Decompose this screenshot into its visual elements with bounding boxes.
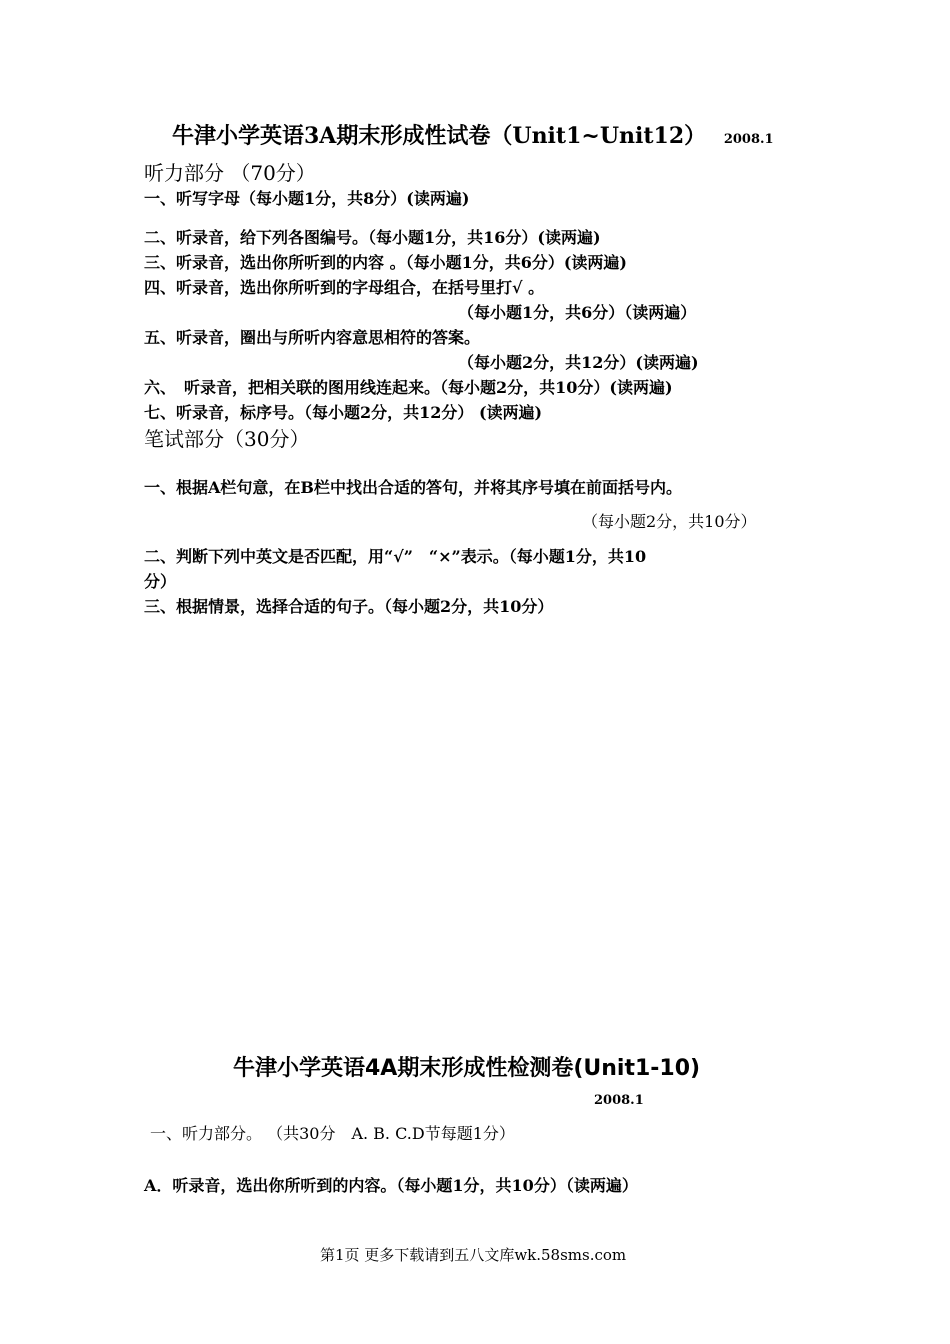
listening-item-score: （每小题1分，共6分）（读两遍） (458, 303, 697, 322)
listening-heading: 听力部分 （70分） (144, 161, 316, 185)
listening-item: 二、听录音，给下列各图编号。（每小题1分，共16分）(读两遍) (144, 228, 601, 247)
doc1-title (172, 123, 774, 149)
listening-item: 四、听录音，选出你所听到的字母组合，在括号里打√ 。 (144, 278, 545, 297)
doc1-title-text: 牛津小学英语3A期末形成性试卷（Unit1~Unit12） (172, 123, 707, 149)
written-item: 三、根据情景，选择合适的句子。（每小题2分，共10分） (144, 597, 554, 616)
page-footer: 第1页 更多下载请到五八文库wk.58sms.com (320, 1246, 627, 1264)
listening-item: 七、听录音，标序号。（每小题2分，共12分） (读两遍) (144, 403, 543, 422)
written-heading: 笔试部分（30分） (144, 427, 310, 451)
listening-item: 五、听录音，圈出与所听内容意思相符的答案。 (144, 328, 481, 347)
written-item-score: （每小题2分，共10分） (582, 512, 757, 531)
listening-item: 三、听录音，选出你所听到的内容 。（每小题1分，共6分）(读两遍) (144, 253, 627, 272)
doc2-date: 2008.1 (594, 1093, 644, 1108)
listening-item: 一、听写字母（每小题1分，共8分）(读两遍) (144, 189, 470, 208)
written-item: 一、根据A栏句意，在B栏中找出合适的答句，并将其序号填在前面括号内。 (144, 478, 682, 497)
doc2-title: 牛津小学英语4A期末形成性检测卷(Unit1-10) (233, 1056, 701, 1081)
written-item: 二、判断下列中英文是否匹配，用“√” “×”表示。（每小题1分，共10 (144, 547, 647, 566)
listening-item: 六、 听录音，把相关联的图用线连起来。（每小题2分，共10分）(读两遍) (144, 378, 673, 397)
written-item-continued: 分） (144, 572, 177, 591)
doc2-section-a: A．听录音，选出你所听到的内容。（每小题1分，共10分）（读两遍） (144, 1176, 638, 1195)
listening-item-score: （每小题2分，共12分）(读两遍) (458, 353, 699, 372)
doc2-section-listening: 一、听力部分。 （共30分 A. B. C.D节每题1分） (150, 1124, 515, 1143)
doc1-date: 2008.1 (723, 132, 774, 147)
